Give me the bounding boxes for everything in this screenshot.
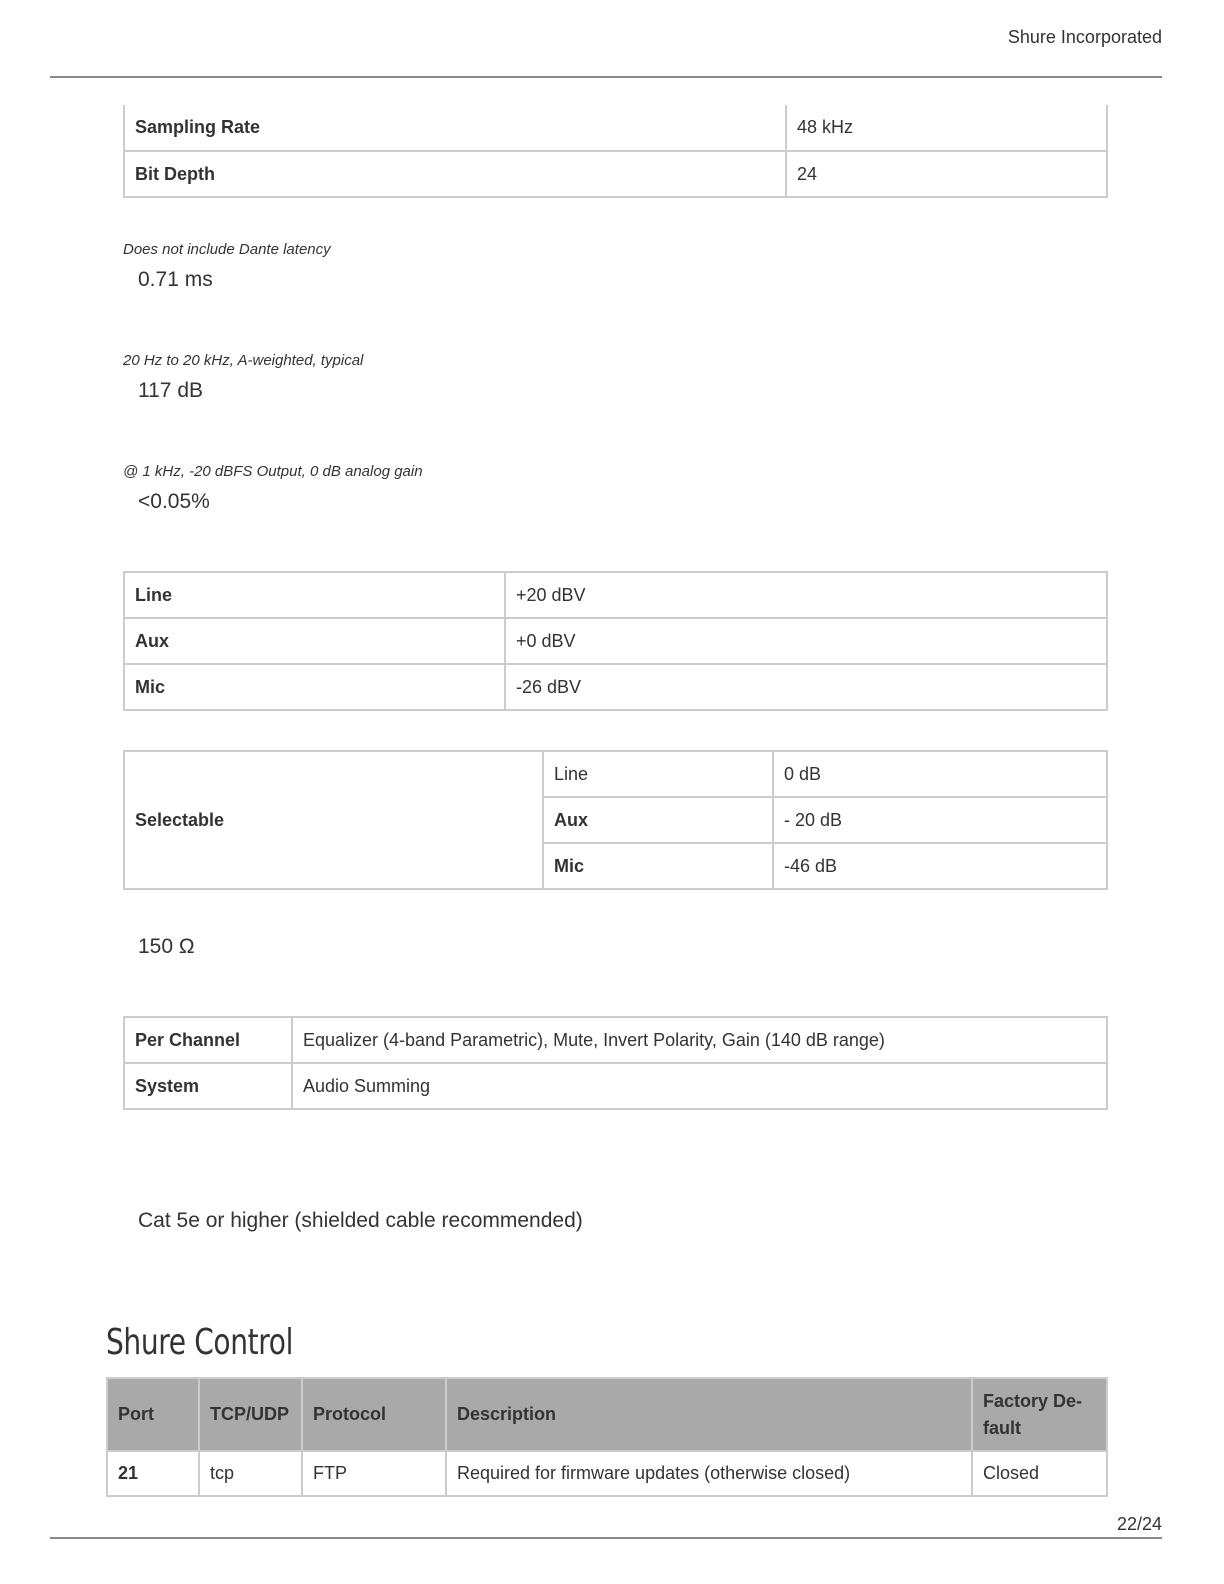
table-row xyxy=(124,1063,1107,1109)
gain-aux-value: - 20 dB xyxy=(773,797,1107,843)
dynamic-range-value: 117 dB xyxy=(138,379,203,402)
latency-note: Does not include Dante latency xyxy=(123,241,331,258)
protocol-cell: FTP xyxy=(302,1451,446,1496)
line-value: +20 dBV xyxy=(505,572,1107,618)
thd-value: <0.05% xyxy=(138,490,210,513)
gain-mic-label: Mic xyxy=(543,843,773,889)
col-protocol: Protocol xyxy=(302,1378,446,1451)
output-level-table xyxy=(123,571,1108,711)
bit-depth-label: Bit Depth xyxy=(124,151,786,197)
table-row xyxy=(124,572,1107,618)
port-cell: 21 xyxy=(107,1451,199,1496)
gain-line-label: Line xyxy=(543,751,773,797)
footer-divider xyxy=(50,1537,1162,1539)
table-row xyxy=(124,151,1107,197)
thd-note: @ 1 kHz, -20 dBFS Output, 0 dB analog gain xyxy=(123,463,423,480)
selectable-label: Selectable xyxy=(124,751,543,889)
mic-value: -26 dBV xyxy=(505,664,1107,710)
table-row xyxy=(124,105,1107,151)
section-heading: Shure Control xyxy=(106,1322,293,1363)
col-port: Port xyxy=(107,1378,199,1451)
sampling-rate-value: 48 kHz xyxy=(786,105,1107,151)
ports-table xyxy=(106,1377,1108,1497)
table-row xyxy=(124,664,1107,710)
processing-table xyxy=(123,1016,1108,1110)
gain-mic-value: -46 dB xyxy=(773,843,1107,889)
transport-cell: tcp xyxy=(199,1451,302,1496)
col-factory-default xyxy=(972,1378,1107,1451)
gain-table xyxy=(123,750,1108,890)
sampling-rate-label: Sampling Rate xyxy=(124,105,786,151)
table-row xyxy=(124,1017,1107,1063)
line-label: Line xyxy=(124,572,505,618)
header-divider xyxy=(50,76,1162,78)
latency-value: 0.71 ms xyxy=(138,268,213,291)
default-cell: Closed xyxy=(972,1451,1107,1496)
aux-value: +0 dBV xyxy=(505,618,1107,664)
system-value: Audio Summing xyxy=(292,1063,1107,1109)
table-row xyxy=(124,618,1107,664)
company-name: Shure Incorporated xyxy=(1007,27,1162,47)
aux-label: Aux xyxy=(124,618,505,664)
mic-label: Mic xyxy=(124,664,505,710)
gain-aux-label: Aux xyxy=(543,797,773,843)
bit-depth-value: 24 xyxy=(786,151,1107,197)
col-factory-default-line2: fault xyxy=(983,1417,1021,1438)
per-channel-label: Per Channel xyxy=(124,1017,292,1063)
per-channel-value: Equalizer (4-band Parametric), Mute, Invert Polarity, Gain (140 dB range) xyxy=(292,1017,1107,1063)
dynamic-range-note: 20 Hz to 20 kHz, A-weighted, typical xyxy=(123,352,364,369)
col-description: Description xyxy=(446,1378,972,1451)
page-number: 22/24 xyxy=(1116,1514,1162,1534)
table-row xyxy=(107,1451,1107,1496)
col-tcp-udp: TCP/UDP xyxy=(199,1378,302,1451)
system-label: System xyxy=(124,1063,292,1109)
table-row xyxy=(124,751,1107,797)
cable-value: Cat 5e or higher (shielded cable recommended) xyxy=(138,1209,583,1232)
table-header-row xyxy=(107,1378,1107,1451)
gain-line-value: 0 dB xyxy=(773,751,1107,797)
impedance-value: 150 Ω xyxy=(138,935,195,958)
description-cell: Required for firmware updates (otherwise closed) xyxy=(446,1451,972,1496)
format-table xyxy=(123,105,1108,198)
col-factory-default-line1: Factory De- xyxy=(983,1390,1083,1411)
